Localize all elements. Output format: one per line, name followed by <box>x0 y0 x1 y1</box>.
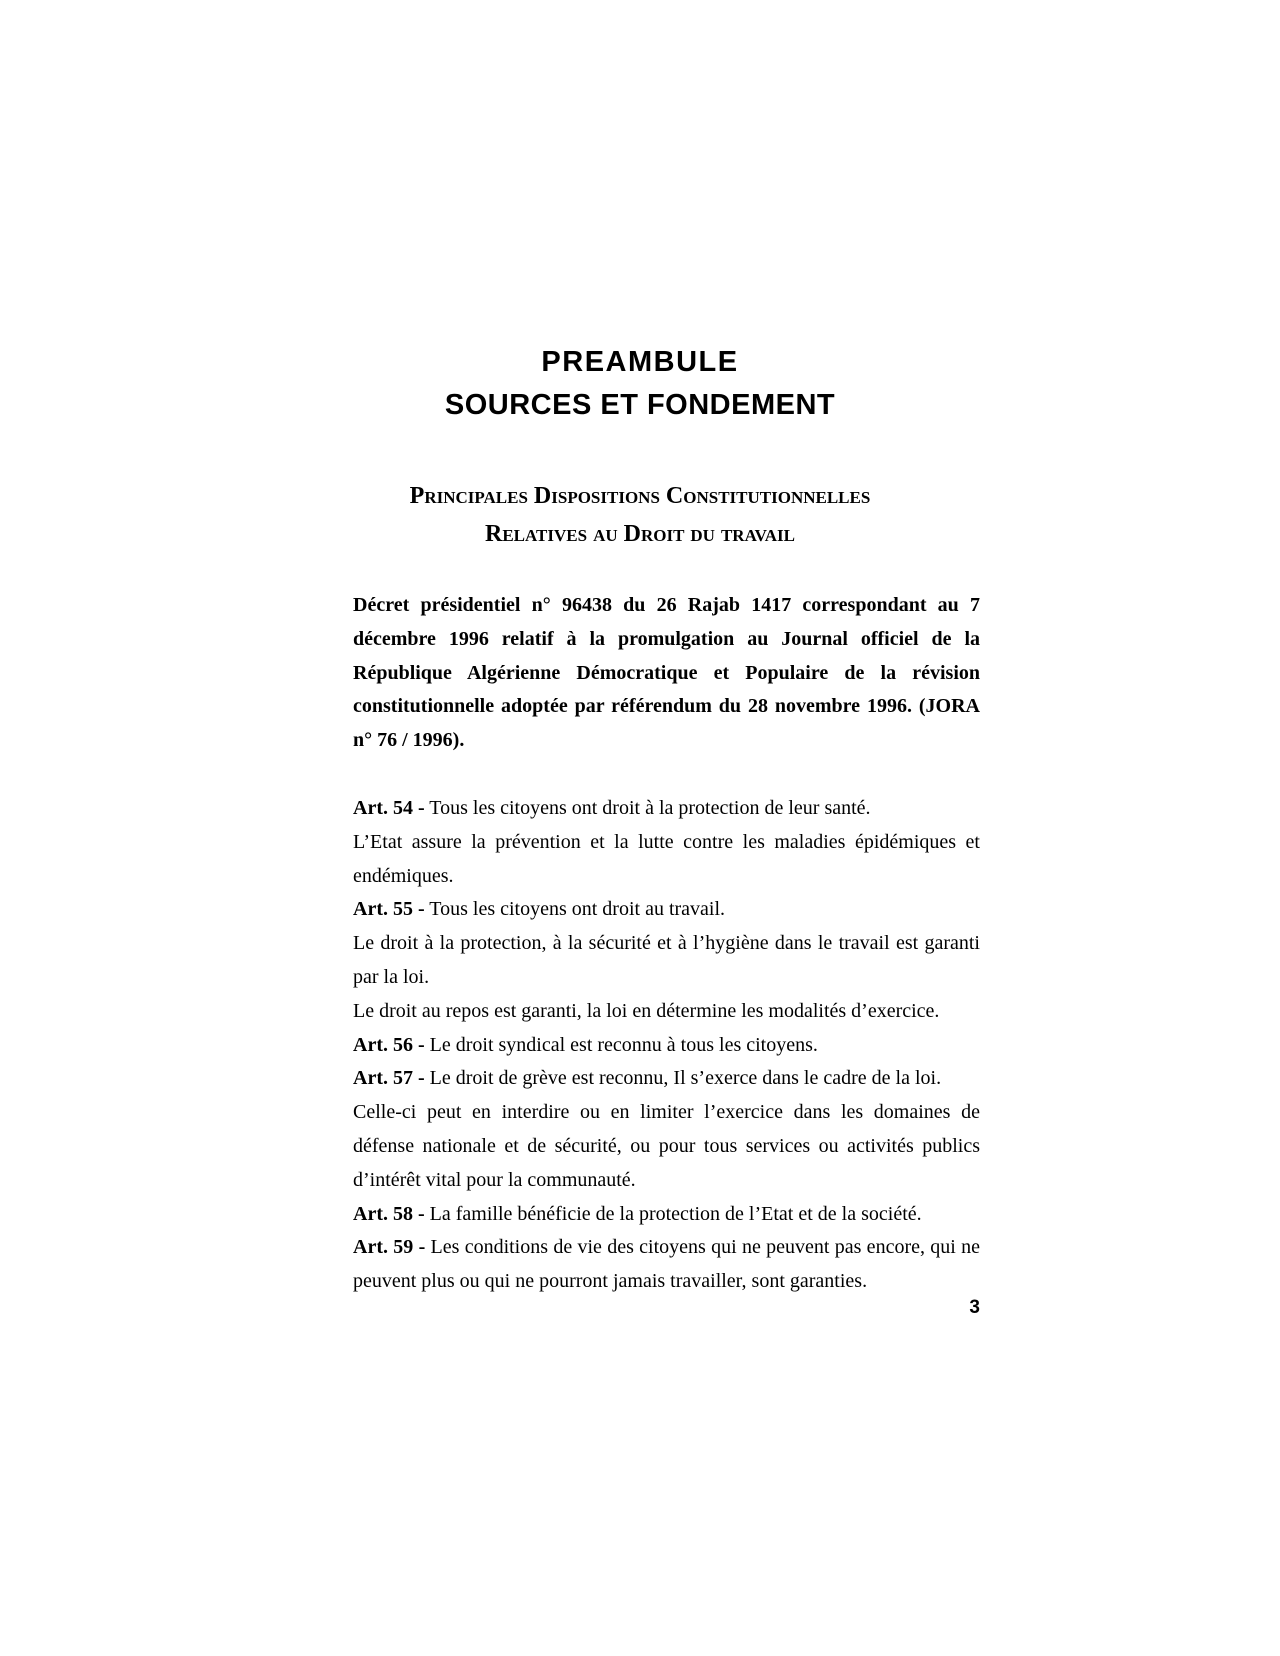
article-paragraph <box>353 995 980 1029</box>
article-paragraph <box>353 1062 980 1096</box>
article-paragraph <box>353 1198 980 1232</box>
section-heading-line-2: Relatives au Droit du travail <box>485 521 795 547</box>
article-paragraph <box>353 1029 980 1063</box>
article-paragraph <box>353 826 980 894</box>
page-subtitle: SOURCES ET FONDEMENT <box>444 389 836 421</box>
article-paragraph <box>353 893 980 927</box>
article-text: Le droit syndical est reconnu à tous les citoyens. <box>424 1033 818 1056</box>
article-label: Art. 54 - <box>353 797 425 819</box>
article-text: Le droit de grève est reconnu, Il s’exerce dans le cadre de la loi. <box>424 1067 942 1090</box>
article-label: Art. 57 - <box>353 1067 425 1090</box>
article-text: Le droit au repos est garanti, la loi en détermine les modalités d’exercice. <box>353 999 940 1022</box>
section-heading-line-1: Principales Dispositions Constitutionnelles <box>409 483 871 509</box>
article-label: Art. 58 - <box>353 1202 425 1225</box>
article-paragraph <box>353 792 980 826</box>
article-paragraph <box>353 1096 980 1197</box>
article-text: Le droit à la protection, à la sécurité et à l’hygiène dans le travail est garanti par la loi. <box>353 932 980 988</box>
article-text: La famille bénéficie de la protection de l’Etat et de la société. <box>424 1202 922 1225</box>
articles-list <box>353 792 980 1299</box>
decree-paragraph: Décret présidentiel n° 96438 du 26 Rajab 1417 correspondant au 7 décembre 1996 relatif à la promulgation au Journal officiel de la République Algérienne Démocratique et Populaire de la révision constitutionnelle adoptée par référendum du 28 novembre 1996. (JORA n° 76 / 1996). <box>353 594 980 752</box>
article-text: Tous les citoyens ont droit au travail. <box>424 898 726 921</box>
article-text: Tous les citoyens ont droit à la protection de leur santé. <box>424 797 871 819</box>
article-label: Art. 55 - <box>353 898 425 921</box>
page-number: 3 <box>969 1297 980 1318</box>
page-title: PREAMBULE <box>541 346 739 378</box>
article-text: Celle-ci peut en interdire ou en limiter l’exercice dans les domaines de défense nationale et de sécurité, ou pour tous services ou activités publics d’intérêt vital pour la communauté. <box>353 1101 980 1191</box>
article-label: Art. 56 - <box>353 1033 425 1056</box>
article-label: Art. 59 - <box>353 1236 426 1259</box>
article-text: Les conditions de vie des citoyens qui ne peuvent pas encore, qui ne peuvent plus ou qui ne pourront jamais travailler, sont garanties. <box>353 1236 980 1293</box>
article-paragraph <box>353 927 980 995</box>
article-text: L’Etat assure la prévention et la lutte contre les maladies épidémiques et endémiques. <box>353 830 980 887</box>
article-paragraph <box>353 1231 980 1299</box>
